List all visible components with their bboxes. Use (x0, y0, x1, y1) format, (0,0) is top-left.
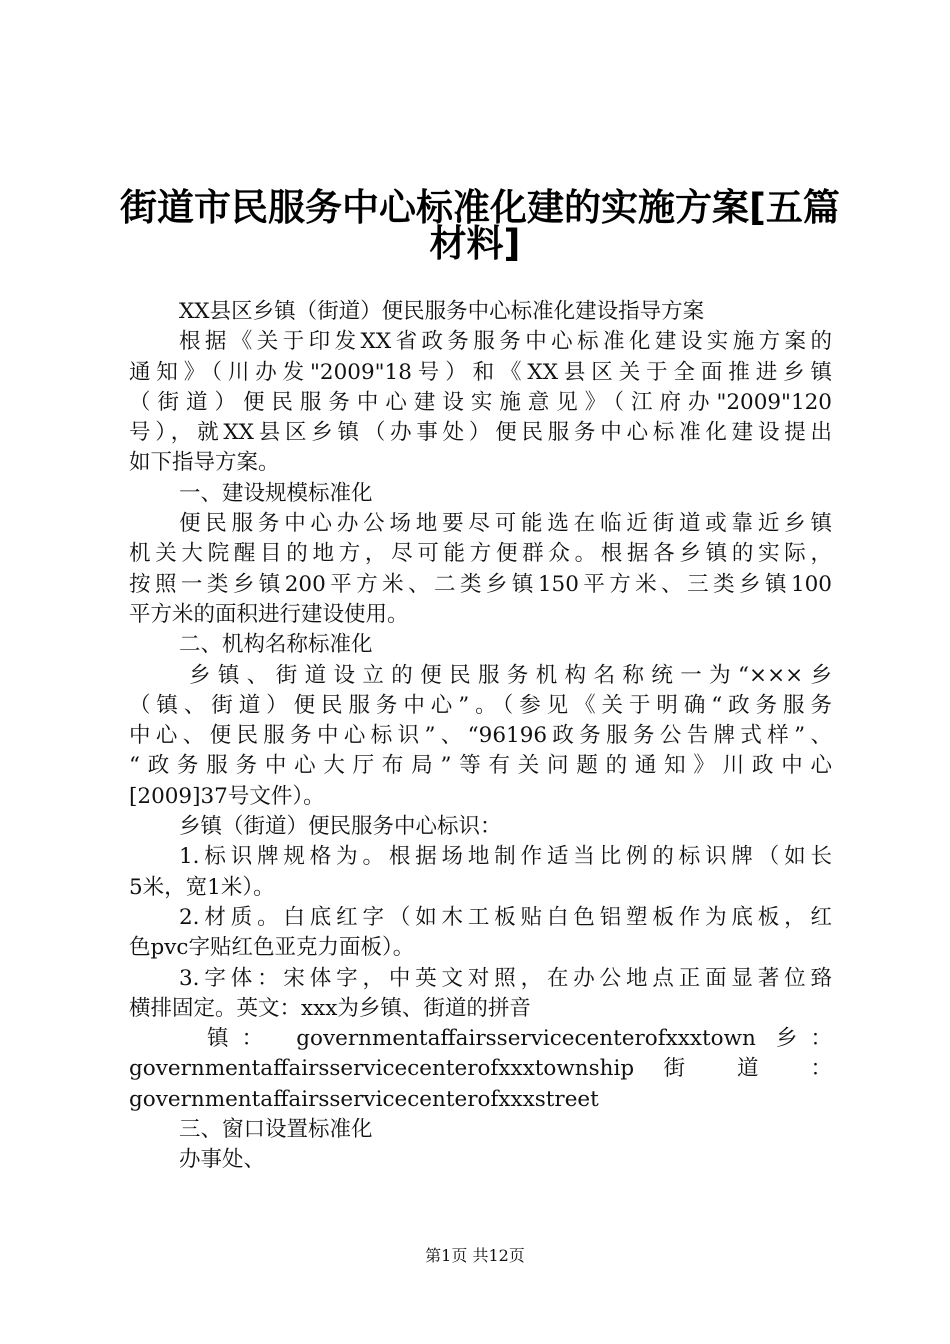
paragraph-line: 乡镇、街道设立的便民服务机构名称统一为“×××乡 (189, 662, 832, 688)
document-title-line-1: 街道市民服务中心标准化建的实施方案[五篇 (120, 186, 840, 229)
paragraph-line: 镇： governmentaffairsservicecenterofxxxtown 乡： (207, 1026, 832, 1052)
paragraph-line: 3.字体：宋体字，中英文对照，在办公地点正面显著位臵 (179, 965, 832, 991)
paragraph-line: 平方米的面积进行建设使用。 (129, 601, 409, 627)
document-body (129, 297, 832, 1176)
paragraph-line: 根据《关于印发XX省政务服务中心标准化建设实施方案的 (179, 329, 832, 355)
paragraph-line: governmentaffairsservicecenterofxxxtownship 街 道 ： (129, 1056, 832, 1082)
section-heading: 二、机构名称标准化 (179, 632, 373, 658)
paragraph-line: 1.标识牌规格为。根据场地制作适当比例的标识牌（如长 (179, 844, 832, 870)
paragraph-line: 如下指导方案。 (129, 450, 280, 476)
paragraph-line: 机关大院醒目的地方，尽可能方便群众。根据各乡镇的实际， (129, 541, 832, 567)
paragraph-line: 色pvc字贴红色亚克力面板）。 (129, 935, 415, 961)
paragraph-line: [2009]37号文件）。 (129, 783, 325, 809)
subtitle-line: XX县区乡镇（街道）便民服务中心标准化建设指导方案 (179, 299, 705, 324)
paragraph-line: 办事处、 (179, 1147, 266, 1173)
paragraph-line: “政务服务中心大厅布局”等有关问题的通知》川政中心 (129, 753, 832, 779)
document-title-line-2: 材料] (429, 222, 521, 265)
paragraph-line: 横排固定。英文：xxx为乡镇、街道的拼音 (129, 995, 531, 1021)
paragraph-line: （街道）便民服务中心建设实施意见》（江府办"2009"120 (129, 389, 832, 415)
paragraph-line: 号），就XX县区乡镇（办事处）便民服务中心标准化建设提出 (129, 420, 832, 446)
section-heading: 三、窗口设置标准化 (179, 1117, 373, 1143)
paragraph-line: 按照一类乡镇200平方米、二类乡镇150平方米、三类乡镇100 (129, 571, 832, 597)
paragraph-line: 便民服务中心办公场地要尽可能选在临近街道或靠近乡镇 (179, 511, 832, 537)
paragraph-line: 2.材质。白底红字（如木工板贴白色铝塑板作为底板，红 (179, 904, 832, 930)
paragraph-line: 乡镇（街道）便民服务中心标识： (179, 814, 502, 840)
paragraph-line: 5米，宽1米）。 (129, 874, 275, 900)
paragraph-line: governmentaffairsservicecenterofxxxstreet (129, 1086, 599, 1112)
section-heading: 一、建设规模标准化 (179, 480, 373, 506)
page-footer: 第1页 共12页 (425, 1246, 525, 1265)
paragraph-line: （镇、街道）便民服务中心”。（参见《关于明确“政务服务 (129, 692, 832, 718)
paragraph-line: 通知》（川办发"2009"18号）和《XX县区关于全面推进乡镇 (129, 359, 832, 385)
paragraph-line: 中心、便民服务中心标识”、“96196政务服务公告牌式样”、 (129, 723, 832, 749)
